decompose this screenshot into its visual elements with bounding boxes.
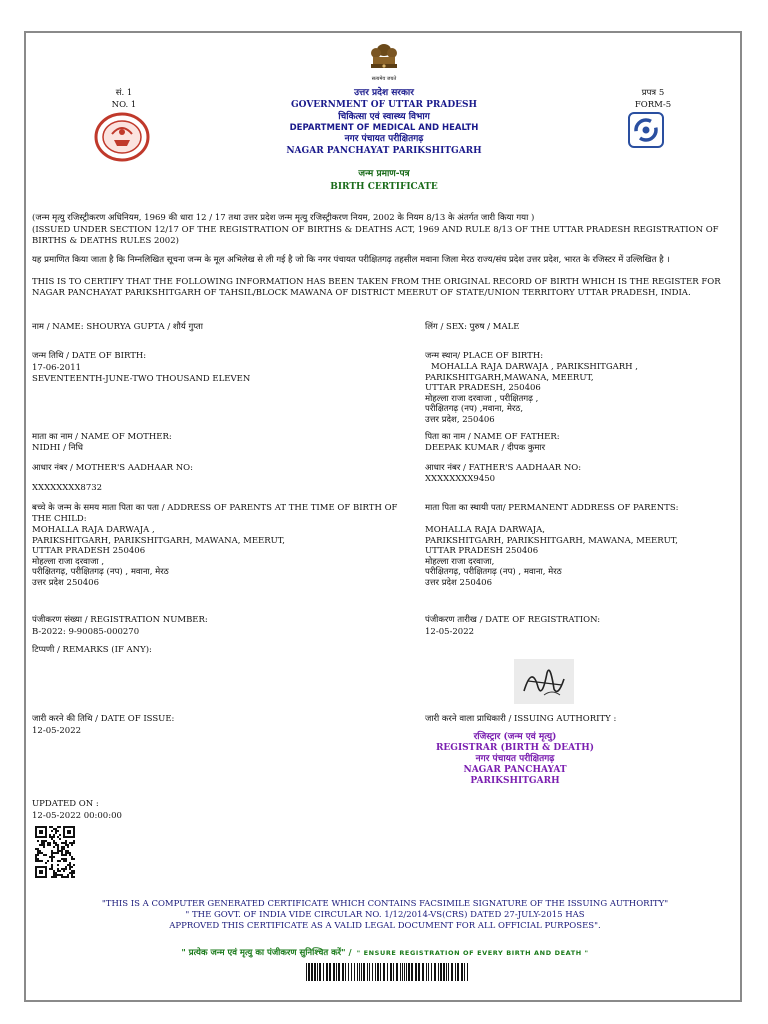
cert-title-hi: जन्म प्रमाण-पत्र bbox=[358, 169, 410, 179]
pob-line: MOHALLA RAJA DARWAJA , PARIKSHITGARH , bbox=[431, 362, 639, 372]
address-line: MOHALLA RAJA DARWAJA , bbox=[32, 525, 155, 535]
crs-logo bbox=[628, 112, 664, 148]
dept-title-en: DEPARTMENT OF MEDICAL AND HEALTH bbox=[289, 123, 479, 133]
address-line: PARIKSHITGARH, PARIKSHITGARH, MAWANA, MEERUT, bbox=[425, 535, 678, 546]
issuing-authority-label: जारी करने वाला प्राधिकारी / ISSUING AUTHORITY : bbox=[425, 714, 617, 724]
gov-title-en: GOVERNMENT OF UTTAR PRADESH bbox=[290, 100, 478, 110]
issue-date-value: 12-05-2022 bbox=[32, 726, 82, 736]
gov-title-hi: उत्तर प्रदेश सरकार bbox=[354, 88, 414, 98]
address-line: मोहल्ला राजा दरवाजा , bbox=[32, 556, 105, 567]
child-name: नाम / NAME: SHOURYA GUPTA / शौर्य गुप्ता bbox=[32, 322, 203, 332]
authority-office-hi: नगर पंचायत परीक्षितगढ़ bbox=[475, 754, 555, 764]
address-at-birth bbox=[32, 525, 402, 588]
signature-scribble-icon bbox=[514, 659, 574, 704]
address-line: UTTAR PRADESH 250406 bbox=[425, 546, 539, 556]
emblem-motto: सत्यमेव जयते bbox=[371, 76, 397, 82]
father-name-label: पिता का नाम / NAME OF FATHER: bbox=[425, 432, 560, 442]
cert-title-en: BIRTH CERTIFICATE bbox=[330, 182, 438, 192]
footer-circular: " THE GOVT. OF INDIA VIDE CIRCULAR NO. 1/12/2014-VS(CRS) DATED 27-JULY-2015 HAS bbox=[185, 910, 585, 920]
crs-logo-icon bbox=[630, 114, 662, 146]
mother-name-label: माता का नाम / NAME OF MOTHER: bbox=[32, 432, 172, 442]
father-aadhaar-value: XXXXXXXX9450 bbox=[425, 474, 496, 484]
footer-computer-generated: "THIS IS A COMPUTER GENERATED CERTIFICATE WHICH CONTAINS FACSIMILE SIGNATURE OF THE ISSUING AUTHORITY" bbox=[101, 899, 669, 909]
registration-number-value: B-2022: 9-90085-000270 bbox=[32, 627, 140, 637]
pob-line: PARIKSHITGARH,MAWANA, MEERUT, bbox=[425, 372, 594, 383]
np-title-en: NAGAR PANCHAYAT PARIKSHITGARH bbox=[286, 146, 482, 156]
certify-text-hi: यह प्रमाणित किया जाता है कि निम्नलिखित सूचना जन्म के मूल अभिलेख से ली गई है जो कि नगर पंचायत परीक्षितगढ़ तहसील मवाना जिला मेरठ राज्य/संघ प्रदेश उत्तर प्रदेश, भारत के रजिस्टर में उल्लिखित है । bbox=[32, 255, 670, 265]
address-line: उत्तर प्रदेश 250406 bbox=[425, 577, 492, 588]
pob-line: परीक्षितगढ़ (नप) ,मवाना, मेरठ, bbox=[425, 404, 524, 414]
father-name-value: DEEPAK KUMAR / दीपक कुमार bbox=[425, 443, 546, 453]
footer-slogan bbox=[40, 940, 730, 959]
mother-aadhaar-label: आधार नंबर / MOTHER'S AADHAAR NO: bbox=[32, 463, 193, 473]
slogan-en: " ENSURE REGISTRATION OF EVERY BIRTH AND DEATH " bbox=[356, 949, 589, 957]
authority-title-en: REGISTRAR (BIRTH & DEATH) bbox=[435, 743, 595, 753]
permanent-address bbox=[425, 525, 735, 588]
form-number-en: FORM-5 bbox=[634, 100, 672, 110]
issued-under-en: (ISSUED UNDER SECTION 12/17 OF THE REGISTRATION OF BIRTHS & DEATHS ACT, 1969 AND RULE 8/13 OF THE UTTAR PRADESH REGISTRATION OF BIRTHS & DEATHS RULES 2002) bbox=[32, 225, 719, 246]
issue-date-label: जारी करने की तिथि / DATE OF ISSUE: bbox=[32, 714, 175, 724]
registration-date-label: पंजीकरण तारीख / DATE OF REGISTRATION: bbox=[425, 615, 601, 625]
dept-title-hi: चिकित्सा एवं स्वास्थ्य विभाग bbox=[338, 112, 430, 122]
np-title-hi: नगर पंचायत परीक्षितगढ़ bbox=[344, 134, 424, 144]
mother-name-value: NIDHI / निधि bbox=[32, 443, 83, 453]
pob-line: UTTAR PRADESH, 250406 bbox=[425, 383, 541, 393]
authority-title-hi: रजिस्ट्रार (जन्म एवं मृत्यु) bbox=[473, 732, 557, 742]
registration-date-value: 12-05-2022 bbox=[425, 627, 475, 637]
authority-office-en: NAGAR PANCHAYAT PARIKSHITGARH bbox=[463, 765, 567, 786]
qr-code-icon bbox=[35, 826, 75, 878]
qr-code bbox=[35, 826, 75, 878]
address-line: परीक्षितगढ़, परीक्षितगढ़ (नप) , मवाना, मेरठ bbox=[32, 567, 169, 577]
barcode-icon bbox=[306, 963, 470, 981]
registration-number-label: पंजीकरण संख्या / REGISTRATION NUMBER: bbox=[32, 615, 208, 625]
address-line: मोहल्ला राजा दरवाजा, bbox=[425, 556, 495, 567]
remarks-label: टिप्पणी / REMARKS (IF ANY): bbox=[32, 645, 152, 655]
certificate-number-en: NO. 1 bbox=[111, 100, 137, 110]
permanent-address-label: माता पिता का स्थायी पता/ PERMANENT ADDRESS OF PARENTS: bbox=[425, 503, 679, 513]
pob-line: उत्तर प्रदेश, 250406 bbox=[425, 414, 495, 425]
pob-line: मोहल्ला राजा दरवाजा , परीक्षितगढ़ , bbox=[425, 393, 539, 404]
state-emblem bbox=[364, 42, 404, 80]
form-number-hi: प्रपत्र 5 bbox=[641, 88, 665, 98]
pob-address bbox=[425, 362, 735, 425]
up-government-seal bbox=[94, 112, 150, 162]
slogan-hi: " प्रत्येक जन्म एवं मृत्यु का पंजीकरण सुनिश्चित करें" / bbox=[181, 948, 352, 958]
updated-on-value: 12-05-2022 00:00:00 bbox=[32, 811, 122, 821]
dob-value: 17-06-2011 bbox=[32, 363, 82, 373]
address-line: MOHALLA RAJA DARWAJA, bbox=[425, 525, 546, 535]
mother-aadhaar-value: XXXXXXXX8732 bbox=[32, 483, 103, 493]
address-line: परीक्षितगढ़, परीक्षितगढ़ (नप) , मवाना, मेरठ bbox=[425, 567, 562, 577]
address-line: PARIKSHITGARH, PARIKSHITGARH, MAWANA, MEERUT, bbox=[32, 535, 285, 546]
authority-signature bbox=[514, 659, 574, 704]
issued-under-hi: (जन्म मृत्यु रजिस्ट्रीकरण अधिनियम, 1969 की धारा 12 / 17 तथा उत्तर प्रदेश जन्म मृत्यु रजिस्ट्रीकरण नियम, 2002 के नियम 8/13 के अंतर्गत जारी किया गया ) bbox=[32, 213, 535, 223]
updated-on-label: UPDATED ON : bbox=[32, 799, 99, 809]
father-aadhaar-label: आधार नंबर / FATHER'S AADHAAR NO: bbox=[425, 463, 582, 473]
certificate-number-hi: सं. 1 bbox=[115, 88, 133, 98]
ashoka-emblem-icon bbox=[364, 42, 404, 72]
barcode bbox=[306, 963, 470, 981]
footer-approval: APPROVED THIS CERTIFICATE AS A VALID LEGAL DOCUMENT FOR ALL OFFICIAL PURPOSES". bbox=[169, 921, 601, 931]
address-at-birth-label: बच्चे के जन्म के समय माता पिता का पता / ADDRESS OF PARENTS AT THE TIME OF BIRTH OF THE CHILD: bbox=[32, 503, 398, 524]
dob-label: जन्म तिथि / DATE OF BIRTH: bbox=[32, 351, 147, 361]
pob-label: जन्म स्थान/ PLACE OF BIRTH: bbox=[425, 351, 544, 361]
child-sex: लिंग / SEX: पुरुष / MALE bbox=[425, 322, 520, 332]
address-line: UTTAR PRADESH 250406 bbox=[32, 546, 146, 556]
dob-words: SEVENTEENTH-JUNE-TWO THOUSAND ELEVEN bbox=[32, 374, 251, 384]
up-seal-icon bbox=[94, 112, 150, 162]
address-line: उत्तर प्रदेश 250406 bbox=[32, 577, 99, 588]
certify-text-en: THIS IS TO CERTIFY THAT THE FOLLOWING INFORMATION HAS BEEN TAKEN FROM THE ORIGINAL RECORD OF BIRTH WHICH IS THE REGISTER FOR NAGAR PANCHAYAT PARIKSHITGARH OF TAHSIL/BLOCK MAWANA OF DISTRICT MEERUT OF STATE/UNION TERRITORY UTTAR PRADESH, INDIA. bbox=[32, 277, 721, 298]
